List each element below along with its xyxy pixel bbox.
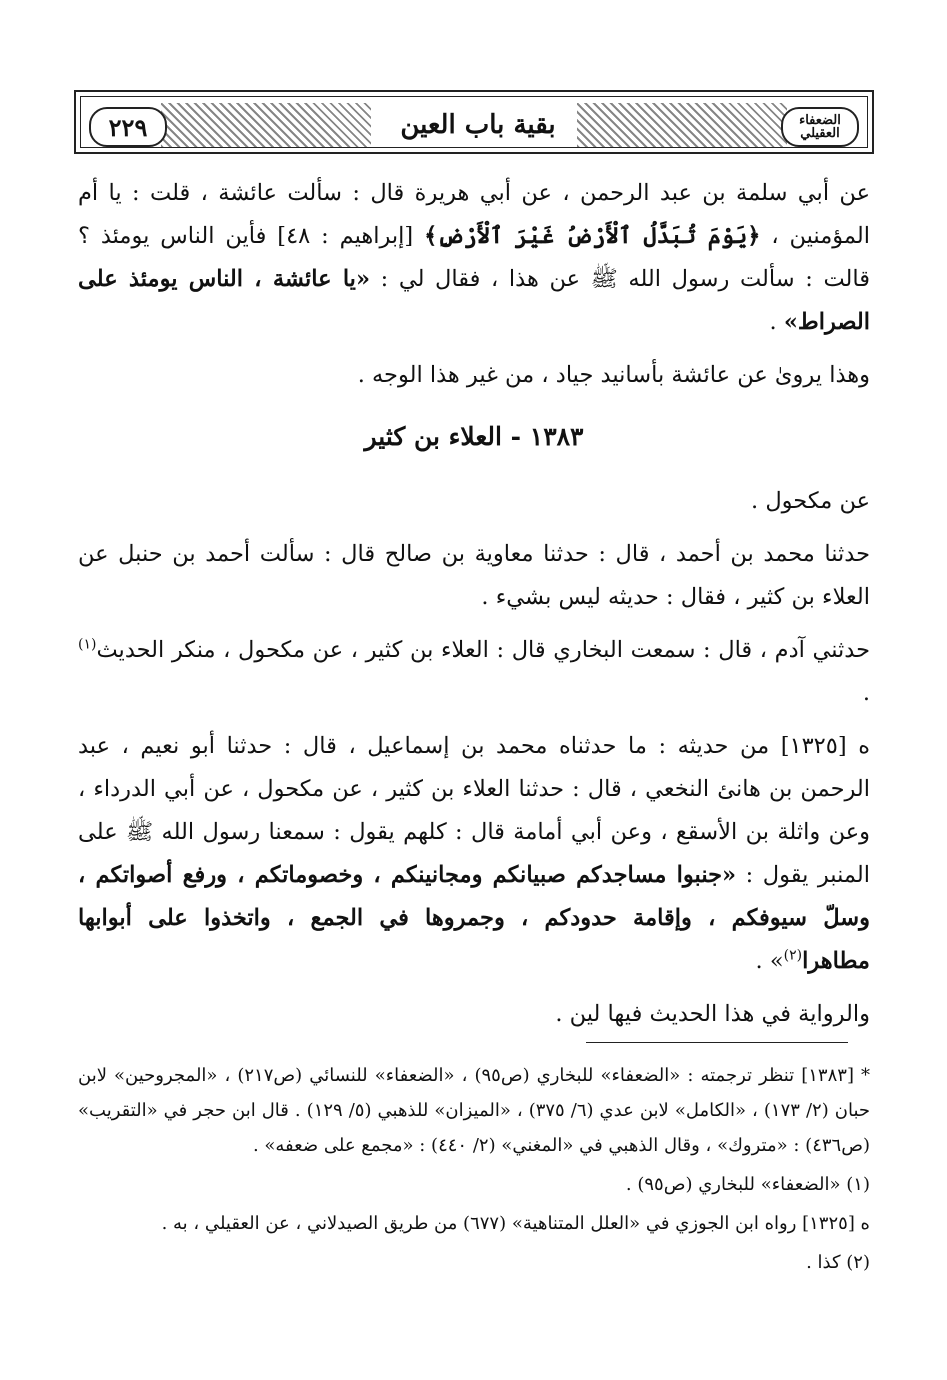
text-run: «جنبوا مساجدكم صبيانكم ومجانينكم ، وخصوماتكم ، ورفع أصواتكم ، وسلّ سيوفكم ، وإقامة حدودكم ، وجمروها في الجمع ، واتخذوا على أبوابها مطاهرا [78,862,870,974]
text-run: وهذا يروىٰ عن عائشة بأسانيد جياد ، من غير هذا الوجه . [357,362,870,388]
text-run: عن أبي سلمة بن عبد الرحمن ، عن أبي هريرة قال : سألت عائشة ، قلت : يا أم المؤمنين ، [78,180,870,249]
footnote: * [١٣٨٣] تنظر ترجمته : «الضعفاء» للبخاري (ص٩٥) ، «الضعفاء» للنسائي (ص٢١٧) ، «المجروحين» لابن حبان (٢/ ١٧٣) ، «الكامل» لابن عدي (٦/ ٣٧٥) ، «الميزان» للذهبي (٥/ ١٢٩) . قال ابن حجر في «التقريب» (ص٤٣٦) : «متروك» ، وقال الذهبي في «المغني» (٢/ ٤٤٠) : «مجمع على ضعفه» . [78,1065,871,1156]
ornament-left [161,103,371,147]
book-logo: الضعفاء العقيلي [781,107,859,147]
text-run: ه [١٣٢٥] من حديثه : ما حدثناه محمد بن إسماعيل ، قال : حدثنا أبو نعيم ، عبد الرحمن بن هانئ النخعي ، قال : حدثنا العلاء بن كثير ، عن مكحول ، عن أبي الدرداء ، وعن واثلة بن الأسقع ، وعن أبي أمامة قال : كلهم يقول : سمعنا رسول الله ﷺ على المنبر يقول : [78,733,870,888]
paragraph [78,993,870,1036]
paragraph [78,533,870,619]
footnote: (٢) كذا . [806,1252,870,1273]
ornament-right [577,103,787,147]
running-title: بقية باب العين [381,103,575,147]
text-run: والرواية في هذا الحديث فيها لين . [555,1001,870,1027]
paragraph [78,172,870,344]
footnotes [78,1058,870,1284]
paragraph [78,725,870,983]
text-run: ١٣٨٣ - العلاء بن كثير [364,422,584,451]
text-run: » . [755,948,784,974]
footnote-divider [586,1042,848,1043]
page-number: ٢٢٩ [89,107,167,147]
text-run: «يا عائشة ، الناس يومئذ على الصراط» [78,266,870,335]
paragraph [78,480,870,523]
header-frame [80,96,868,148]
footnote: (١) «الضعفاء» للبخاري (ص٩٥) . [625,1174,870,1195]
footnote-ref: (٢) [783,947,803,964]
text-run: عن مكحول . [751,488,870,514]
text-run: . [769,309,784,335]
text-run: [إبراهيم : ٤٨] فأين الناس يومئذ ؟ قالت : سألت رسول الله ﷺ عن هذا ، فقال لي : [78,223,871,292]
page-header [74,90,874,154]
text-run: حدثني آدم ، قال : سمعت البخاري قال : العلاء بن كثير ، عن مكحول ، منكر الحديث [96,637,870,663]
entry-heading [78,415,870,458]
text-run: حدثنا محمد بن أحمد ، قال : حدثنا معاوية بن صالح قال : سألت أحمد بن حنبل عن العلاء بن كثير ، فقال : حديثه ليس بشيء . [78,541,870,610]
paragraph [78,354,870,397]
text-run: . [862,680,870,706]
footnote: ه [١٣٢٥] رواه ابن الجوزي في «العلل المتناهية» (٦٧٧) من طريق الصيدلاني ، عن العقيلي ، به . [161,1213,870,1234]
paragraph [78,629,870,715]
footnote-ref: (١) [78,636,97,653]
main-text [78,172,870,1046]
quran-verse: ﴿يَوْمَ تُبَدَّلُ ٱلْأَرْضُ غَيْرَ ٱلْأَرْضِ﴾ [424,223,761,249]
